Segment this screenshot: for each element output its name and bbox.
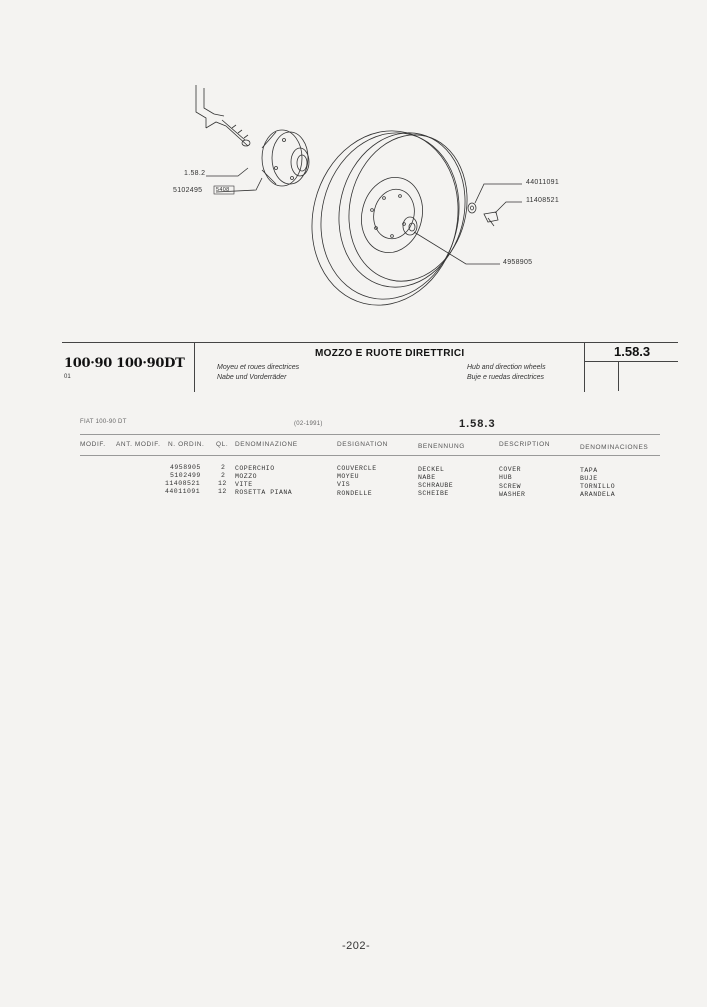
col-designation: DESIGNATION bbox=[337, 441, 388, 448]
title-french: Moyeu et roues directrices bbox=[217, 364, 300, 371]
col-description: DESCRIPTION bbox=[499, 441, 551, 448]
model-reference: FIAT 100-90 DT bbox=[80, 419, 127, 425]
name-spanish: ARANDELA bbox=[580, 491, 616, 498]
name-english: WASHER bbox=[499, 491, 526, 498]
model-variant: 01 bbox=[64, 374, 71, 380]
name-italian: COPERCHIO bbox=[235, 465, 275, 472]
col-benennung: BENENNUNG bbox=[418, 443, 465, 450]
part-number: 5102499 bbox=[170, 472, 201, 479]
title-german: Nabe und Vorderräder bbox=[217, 374, 287, 381]
header-divider-left bbox=[194, 342, 195, 392]
name-italian: ROSETTA PIANA bbox=[235, 489, 293, 496]
header-divider-code bbox=[618, 361, 619, 391]
name-french: RONDELLE bbox=[337, 490, 373, 497]
col-ant-modif: ANT. MODIF. bbox=[116, 441, 161, 448]
header-rule-right bbox=[584, 361, 678, 362]
callout-4958905: 4958905 bbox=[503, 259, 533, 266]
name-french: VIS bbox=[337, 481, 351, 488]
name-italian: MOZZO bbox=[235, 473, 258, 480]
title-italian: MOZZO E RUOTE DIRETTRICI bbox=[315, 348, 465, 359]
edition-date: (02-1991) bbox=[294, 421, 323, 427]
part-number: 11408521 bbox=[165, 480, 201, 487]
header-top-rule bbox=[62, 342, 678, 343]
callout-1582: 1.58.2 bbox=[184, 170, 206, 177]
quantity: 12 bbox=[218, 480, 227, 487]
name-german: NABE bbox=[418, 474, 436, 481]
name-german: SCHEIBE bbox=[418, 490, 449, 497]
col-n-ordin: N. ORDIN. bbox=[168, 441, 205, 448]
col-denominazione: DENOMINAZIONE bbox=[235, 441, 298, 448]
name-french: COUVERCLE bbox=[337, 465, 377, 472]
name-english: HUB bbox=[499, 474, 513, 481]
table-rule-top bbox=[80, 434, 660, 435]
name-italian: VITE bbox=[235, 481, 253, 488]
name-german: DECKEL bbox=[418, 466, 445, 473]
quantity: 2 bbox=[221, 472, 226, 479]
col-modif: MODIF. bbox=[80, 441, 106, 448]
section-code-box: 1.58.3 bbox=[614, 344, 651, 359]
name-spanish: TAPA bbox=[580, 467, 598, 474]
part-number: 4958905 bbox=[170, 464, 201, 471]
page-number: -202- bbox=[342, 940, 371, 952]
name-english: COVER bbox=[499, 466, 522, 473]
title-spanish: Buje e ruedas directrices bbox=[467, 374, 545, 381]
callout-44011091: 44011091 bbox=[526, 179, 560, 186]
col-qty: QL. bbox=[216, 441, 229, 448]
header-divider-right bbox=[584, 342, 585, 392]
name-french: MOYEU bbox=[337, 473, 360, 480]
name-spanish: BUJE bbox=[580, 475, 598, 482]
title-english: Hub and direction wheels bbox=[467, 364, 546, 371]
table-rule-header bbox=[80, 455, 660, 456]
callout-5102495: 5102495 bbox=[173, 187, 203, 194]
part-number: 44011091 bbox=[165, 488, 201, 495]
col-denominaciones: DENOMINACIONES bbox=[580, 444, 649, 451]
callout-11408521: 11408521 bbox=[526, 197, 560, 204]
name-english: SCREW bbox=[499, 483, 522, 490]
callout-5408: 5408 bbox=[216, 187, 230, 193]
quantity: 2 bbox=[221, 464, 226, 471]
name-german: SCHRAUBE bbox=[418, 482, 454, 489]
parts-diagram bbox=[0, 0, 707, 330]
section-code: 1.58.3 bbox=[459, 418, 496, 430]
quantity: 12 bbox=[218, 488, 227, 495]
model-designation: 100·90 100·90DT bbox=[64, 356, 185, 371]
name-spanish: TORNILLO bbox=[580, 483, 616, 490]
